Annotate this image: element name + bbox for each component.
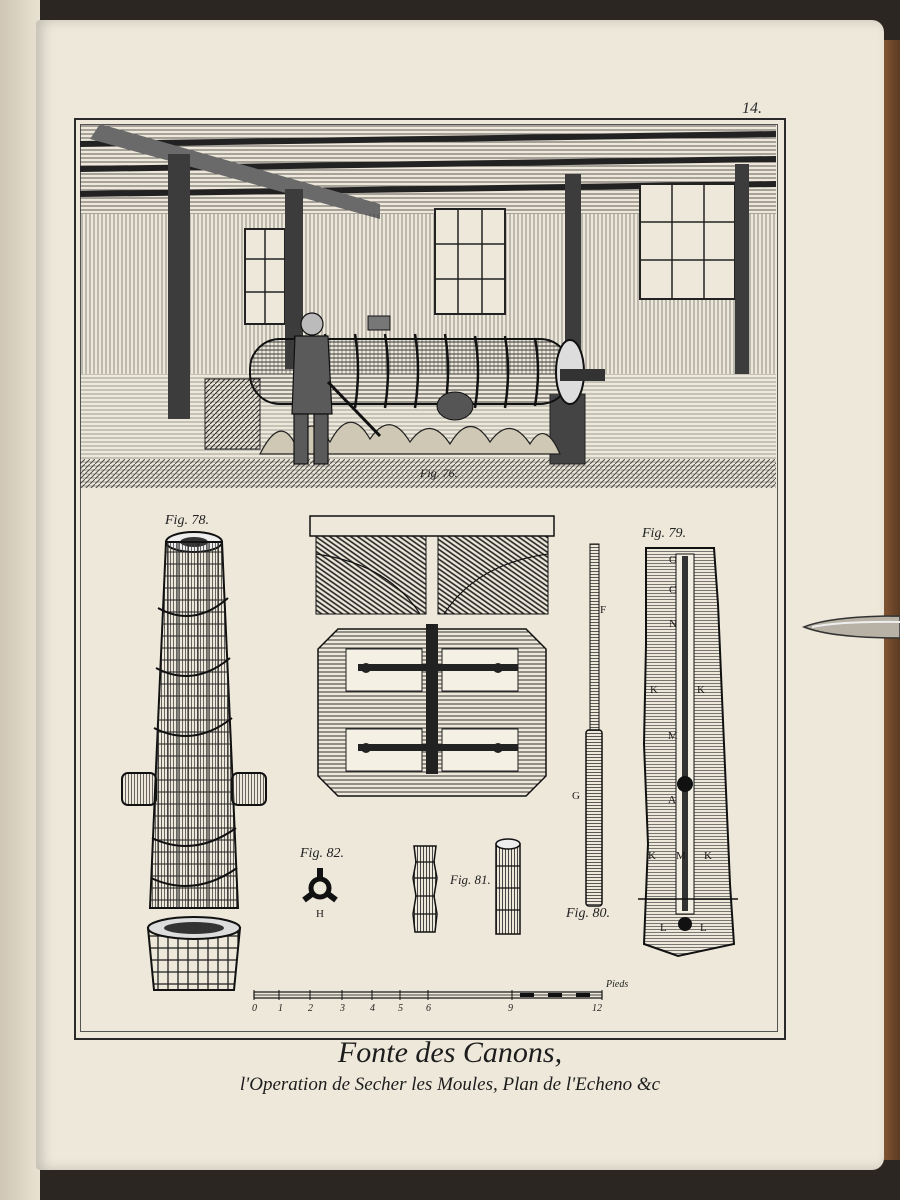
- fig-79-letter-o: O: [669, 554, 677, 566]
- fig-78-mould-drawing: [118, 528, 270, 998]
- scale-tick: 4: [370, 1003, 375, 1014]
- fig-79-letter-m: M: [668, 730, 678, 742]
- fig-79-letter-k-left: K: [650, 684, 658, 696]
- fig-79-letter-c: C: [669, 584, 677, 596]
- fig-82-label: Fig. 82.: [300, 846, 344, 861]
- plate-title: Fonte des Canons,: [337, 1036, 563, 1069]
- fig-81-bar-left-drawing: [410, 842, 440, 936]
- fig-77-plan-drawing: [308, 514, 556, 798]
- drying-workshop-scene: [80, 124, 776, 488]
- scale-tick: 2: [308, 1003, 313, 1014]
- bookmark-blade: [802, 612, 900, 642]
- fig-79-section-drawing: [638, 544, 738, 960]
- scale-bar: [250, 988, 610, 1002]
- scale-tick: 6: [426, 1003, 431, 1014]
- fig-76-label: Fig. 76.: [420, 466, 458, 480]
- fig-79-letter-a: A: [668, 794, 676, 806]
- scale-tick: 1: [278, 1003, 283, 1014]
- fig-80-label: Fig. 80.: [566, 906, 610, 921]
- fig-81-bar-right-drawing: [492, 836, 524, 940]
- fig-79-letter-l-right: L: [700, 922, 707, 934]
- scale-tick: 0: [252, 1003, 257, 1014]
- scale-tick: 12: [592, 1003, 602, 1014]
- scale-tick: 3: [340, 1003, 345, 1014]
- fig-79-letter-m-lower: M: [676, 850, 686, 862]
- plate-subtitle: l'Operation de Secher les Moules, Plan de l'Echeno &c: [239, 1074, 661, 1095]
- facing-page-edge: [0, 0, 40, 1200]
- fig-77-letter-m: m: [426, 620, 435, 632]
- fig-79-label: Fig. 79.: [642, 526, 686, 541]
- fig-79-letter-k-lower-right: K: [704, 850, 712, 862]
- fig-80-rod-drawing: [582, 540, 606, 912]
- fig-80-letter-f: F: [600, 604, 607, 616]
- scale-unit: Pieds: [606, 979, 629, 990]
- fig-79-letter-n: N: [669, 618, 677, 630]
- scale-tick: 5: [398, 1003, 403, 1014]
- fig-79-letter-l-left: L: [660, 922, 667, 934]
- scale-tick: 9: [508, 1003, 513, 1014]
- fig-78-label: Fig. 78.: [165, 513, 209, 528]
- fig-81-label: Fig. 81.: [450, 872, 491, 887]
- fig-79-letter-k-right: K: [697, 684, 705, 696]
- fig-82-letter-h: H: [316, 908, 324, 920]
- workshop-illustration: [80, 124, 776, 488]
- fig-80-letter-g: G: [572, 790, 580, 802]
- plate-number: 14.: [742, 100, 762, 117]
- fig-79-letter-k-lower-left: K: [648, 850, 656, 862]
- fig-82-tripod-drawing: [296, 866, 344, 912]
